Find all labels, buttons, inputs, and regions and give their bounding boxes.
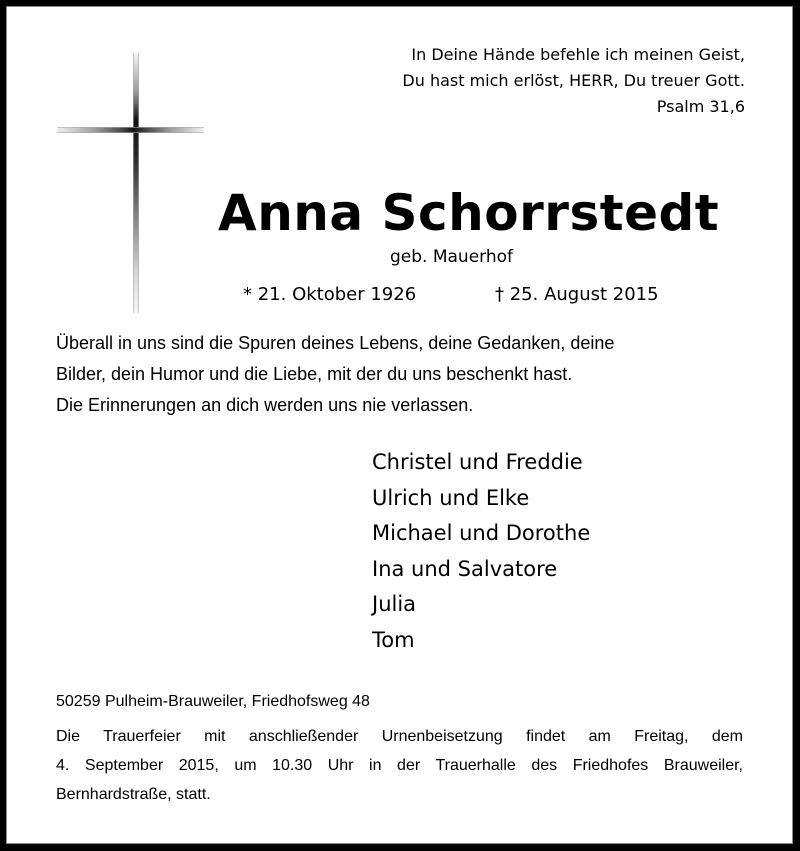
cross-vertical-beam — [133, 53, 139, 313]
memorial-line: Die Erinnerungen an dich werden uns nie verlassen. — [56, 395, 474, 415]
deceased-name: Anna Schorrstedt — [218, 184, 720, 242]
mourner: Ina und Salvatore — [372, 556, 558, 581]
address: 50259 Pulheim-Brauweiler, Friedhofsweg 48 — [56, 693, 370, 710]
birth-date: * 21. Oktober 1926 — [243, 284, 417, 305]
verse-reference: Psalm 31,6 — [656, 97, 745, 116]
bible-verse — [402, 42, 745, 120]
cross-horizontal-beam — [57, 127, 204, 133]
mourner: Ulrich und Elke — [372, 485, 530, 510]
memorial-line: Bilder, dein Humor und die Liebe, mit der du uns beschenkt hast. — [56, 364, 573, 384]
service-info — [56, 722, 743, 809]
memorial-text — [56, 328, 614, 421]
mourner: Michael und Dorothe — [372, 521, 591, 545]
mourner: Christel und Freddie — [372, 450, 583, 474]
memorial-line: Überall in uns sind die Spuren deines Lebens, deine Gedanken, deine — [56, 333, 615, 353]
service-line: Bernhardstraße, statt. — [56, 786, 211, 803]
death-date: † 25. August 2015 — [495, 284, 659, 305]
maiden-name: geb. Mauerhof — [390, 247, 514, 267]
mourners-list — [372, 445, 590, 658]
service-line: 4. September 2015, um 10.30 Uhr in der Trauerhalle des Friedhofes Brauweiler, — [56, 757, 743, 774]
verse-line: Du hast mich erlöst, HERR, Du treuer Gott. — [402, 71, 745, 90]
obituary-notice — [6, 6, 793, 844]
service-line: Die Trauerfeier mit anschließender Urnenbeisetzung findet am Freitag, dem — [56, 728, 743, 745]
mourner: Tom — [372, 627, 415, 652]
verse-line: In Deine Hände befehle ich meinen Geist, — [411, 45, 745, 64]
mourner: Julia — [372, 592, 417, 616]
